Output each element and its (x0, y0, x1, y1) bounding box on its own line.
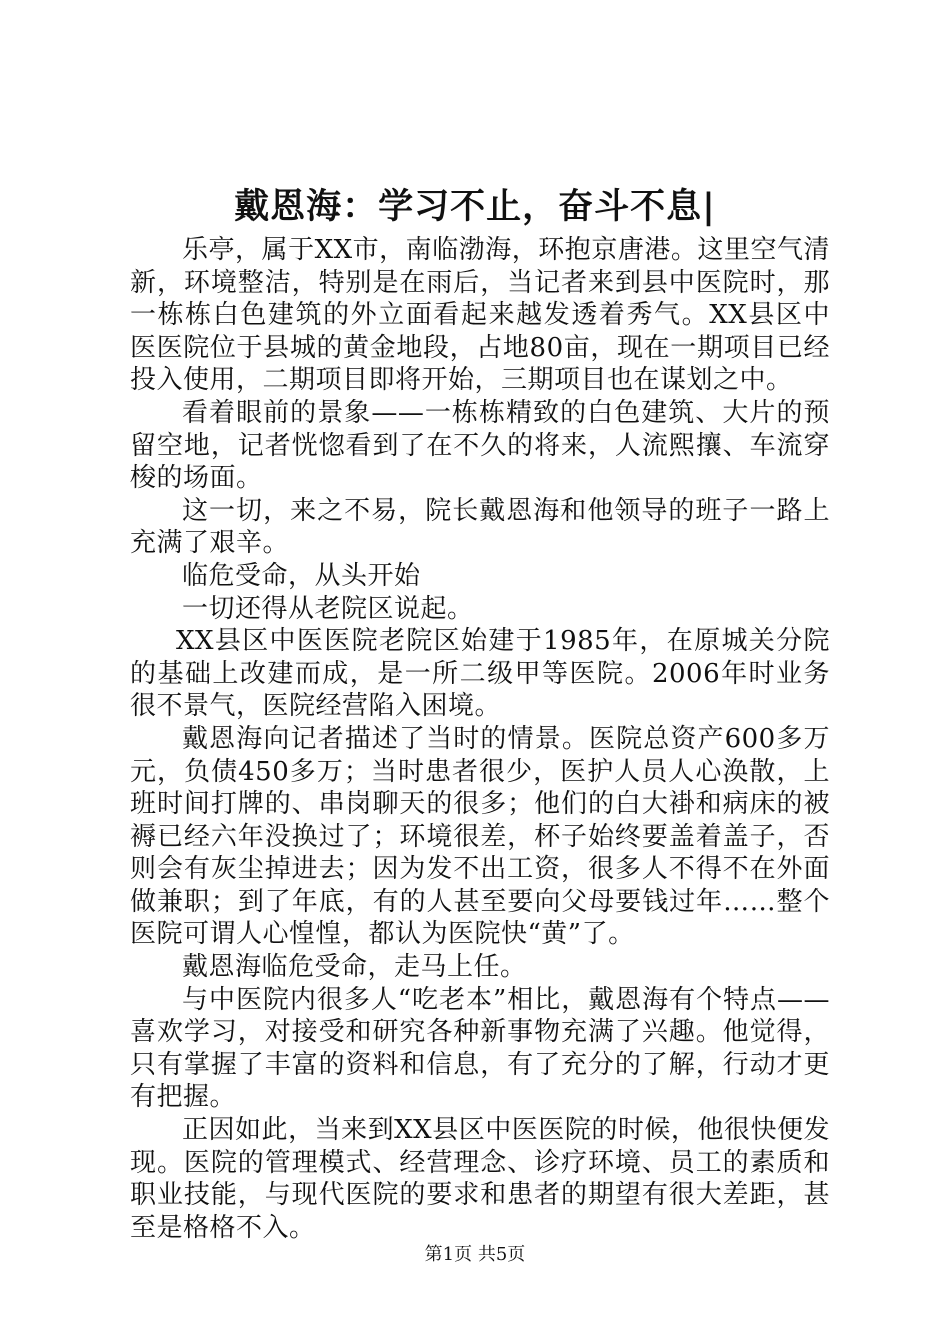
article-body (130, 234, 830, 1244)
paragraph: 一切还得从老院区说起。 (182, 593, 474, 624)
page-title: 戴恩海：学习不止，奋斗不息| (234, 186, 716, 227)
paragraph: 戴恩海临危受命，走马上任。 (182, 952, 527, 983)
paragraph: 乐亭，属于XX市，南临渤海，环抱京唐港。这里空气清新，环境整洁，特别是在雨后，当记者来到县中医院时，那一栋栋白色建筑的外立面看起来越发透着秀气。XX县区中医医院位于县城的黄金地段，占地80亩，现在一期项目已经投入使用，二期项目即将开始，三期项目也在谋划之中。 (130, 235, 830, 396)
paragraph: 看着眼前的景象——一栋栋精致的白色建筑、大片的预留空地，记者恍惚看到了在不久的将来，人流熙攘、车流穿梭的场面。 (130, 397, 830, 494)
paragraph: 与中医院内很多人“吃老本”相比，戴恩海有个特点——喜欢学习，对接受和研究各种新事物充满了兴趣。他觉得，只有掌握了丰富的资料和信息，有了充分的了解，行动才更有把握。 (130, 984, 830, 1113)
section-heading: 临危受命，从头开始 (182, 560, 421, 591)
page-number-footer: 第1页 共5页 (424, 1244, 526, 1265)
paragraph: 正因如此，当来到XX县区中医医院的时候，他很快便发现。医院的管理模式、经营理念、诊疗环境、员工的素质和职业技能，与现代医院的要求和患者的期望有很大差距，甚至是格格不入。 (130, 1115, 830, 1243)
paragraph: XX县区中医医院老院区始建于1985年，在原城关分院的基础上改建而成，是一所二级甲等医院。2006年时业务很不景气，医院经营陷入困境。 (130, 626, 830, 722)
paragraph: 戴恩海向记者描述了当时的情景。医院总资产600多万元，负债450多万；当时患者很少，医护人员人心涣散，上班时间打牌的、串岗聊天的很多；他们的白大褂和病床的被褥已经六年没换过了；环境很差，杯子始终要盖着盖子，否则会有灰尘掉进去；因为发不出工资，很多人不得不在外面做兼职；到了年底，有的人甚至要向父母要钱过年……整个医院可谓人心惶惶，都认为医院快“黄”了。 (130, 723, 830, 950)
paragraph: 这一切，来之不易，院长戴恩海和他领导的班子一路上充满了艰辛。 (130, 495, 830, 559)
